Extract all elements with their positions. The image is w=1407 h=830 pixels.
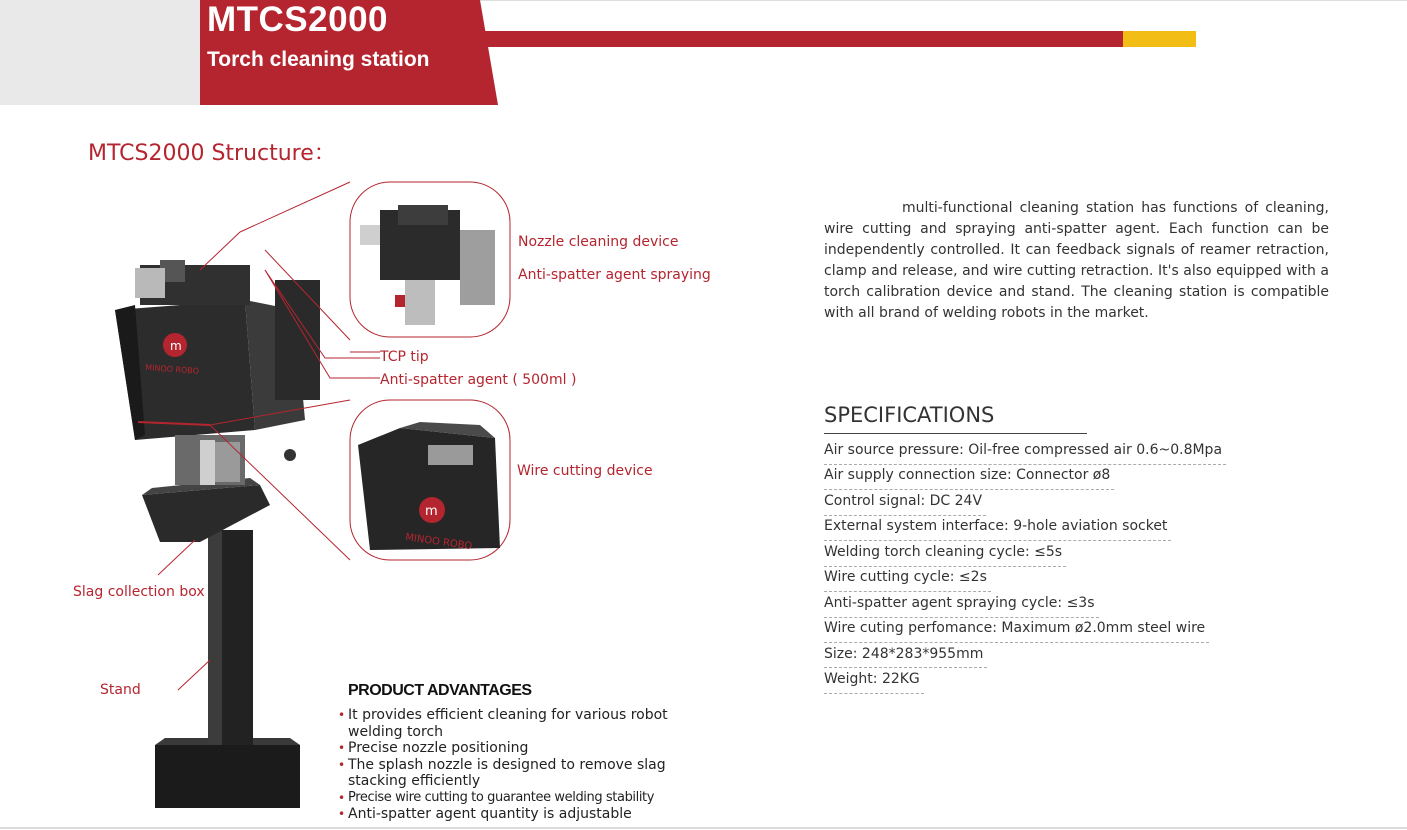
header-grey-block <box>0 0 205 105</box>
spec-item: Weight: 22KG <box>824 669 924 694</box>
spec-item: Wire cutting cycle: ≤2s <box>824 567 991 592</box>
callout-anti-spatter-agent: Anti-spatter agent ( 500ml ) <box>380 372 577 388</box>
product-description: multi-functional cleaning station has functions of cleaning, wire cutting and spraying anti-spatter agent. Each function can be independently controlled. It can feedback signals of reamer retraction, clamp and release, and wire cutting retraction. It's also equipped with a torch calibration device and stand. The cleaning station is compatible with all brand of welding robots in the market. <box>824 200 1329 321</box>
spec-item: External system interface: 9-hole aviation socket <box>824 516 1171 541</box>
spec-item: Air supply connection size: Connector ø8 <box>824 465 1114 490</box>
advantage-item: • Precise wire cutting to guarantee welding stability <box>338 790 668 807</box>
bottom-border <box>0 827 1407 829</box>
advantages-title: PRODUCT ADVANTAGES <box>348 682 532 699</box>
callout-slag-box: Slag collection box <box>73 584 205 600</box>
spec-item: Air source pressure: Oil-free compressed air 0.6~0.8Mpa <box>824 440 1226 465</box>
advantage-item: • Precise nozzle positioning <box>338 740 668 757</box>
advantage-item: • Anti-spatter agent quantity is adjustable <box>338 806 668 823</box>
svg-text:m: m <box>425 504 438 519</box>
brand-mark: MINOO ROBO <box>404 532 473 553</box>
page-subtitle: Torch cleaning station <box>207 48 430 71</box>
header-yellow-bar <box>1123 31 1196 47</box>
advantages-list <box>338 707 668 823</box>
spec-item: Wire cuting perfomance: Maximum ø2.0mm steel wire <box>824 618 1209 643</box>
structure-title: MTCS2000 Structure： <box>88 141 336 166</box>
header-red-bar <box>480 31 1125 47</box>
callout-tcp-tip: TCP tip <box>380 349 429 365</box>
svg-text:MINOO ROBO: MINOO ROBO <box>144 363 200 376</box>
spec-item: Anti-spatter agent spraying cycle: ≤3s <box>824 593 1099 618</box>
advantage-item: • It provides efficient cleaning for various robot welding torch <box>338 707 668 740</box>
callout-anti-spatter-spraying: Anti-spatter agent spraying <box>518 267 711 283</box>
callout-stand: Stand <box>100 682 141 698</box>
stand-base <box>155 745 300 808</box>
spec-item: Size: 248*283*955mm <box>824 644 987 669</box>
advantage-item: • The splash nozzle is designed to remove slag stacking efficiently <box>338 757 668 790</box>
svg-text:m: m <box>170 339 182 353</box>
specifications-title: SPECIFICATIONS <box>824 403 995 427</box>
spec-item: Control signal: DC 24V <box>824 491 986 516</box>
callout-wire-cutting: Wire cutting device <box>517 463 653 479</box>
page-title: MTCS2000 <box>207 0 389 39</box>
specifications-rule <box>824 433 1087 434</box>
spec-item: Welding torch cleaning cycle: ≤5s <box>824 542 1066 567</box>
callout-nozzle-cleaning: Nozzle cleaning device <box>518 234 679 250</box>
specifications-list <box>824 440 1226 695</box>
